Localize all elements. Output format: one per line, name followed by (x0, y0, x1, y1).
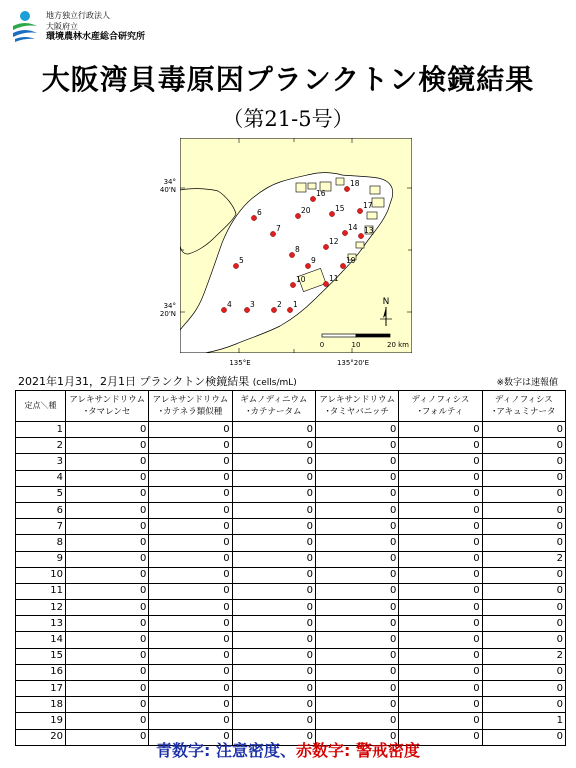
count-cell: 0 (399, 729, 482, 745)
station-number-cell: 3 (16, 454, 66, 470)
count-cell: 0 (482, 438, 565, 454)
count-cell: 0 (315, 664, 398, 680)
count-cell: 0 (232, 535, 315, 551)
count-cell: 0 (315, 454, 398, 470)
count-cell: 0 (399, 502, 482, 518)
count-cell: 0 (232, 681, 315, 697)
count-cell: 0 (149, 600, 232, 616)
station-number-cell: 16 (16, 664, 66, 680)
count-cell: 0 (399, 551, 482, 567)
results-table (15, 390, 566, 746)
station-dot (270, 231, 275, 236)
station-label: 6 (257, 208, 262, 217)
lat-label-top: 34° 40'N (159, 178, 176, 194)
count-cell: 0 (66, 681, 149, 697)
count-cell: 0 (482, 422, 565, 438)
table-row (16, 470, 566, 486)
count-cell: 0 (315, 713, 398, 729)
count-cell: 0 (315, 502, 398, 518)
count-cell: 0 (399, 438, 482, 454)
scale-label-20: 20 km (386, 341, 410, 349)
table-header-row (16, 391, 566, 422)
station-dot (233, 263, 238, 268)
scale-label-10: 10 (351, 341, 361, 349)
table-row (16, 438, 566, 454)
station-label: 16 (316, 189, 326, 198)
legend-caution: 青数字: 注意密度 (156, 741, 280, 760)
count-cell: 0 (482, 697, 565, 713)
count-cell: 0 (66, 697, 149, 713)
station-label: 14 (348, 223, 358, 232)
page-subtitle: （第21-5号） (222, 107, 354, 131)
count-cell: 0 (149, 567, 232, 583)
count-cell: 0 (66, 616, 149, 632)
count-cell: 0 (66, 470, 149, 486)
count-cell: 0 (482, 470, 565, 486)
station-label: 20 (301, 206, 311, 215)
station-label: 5 (239, 256, 244, 265)
column-header-line: アレキサンドリウム (319, 395, 395, 405)
count-cell: 0 (399, 583, 482, 599)
preliminary-note: ※数字は速報値 (496, 378, 558, 388)
count-cell: 0 (232, 632, 315, 648)
table-row (16, 713, 566, 729)
station-map (180, 138, 412, 353)
station-dot (221, 307, 226, 312)
count-cell: 0 (399, 422, 482, 438)
count-cell: 0 (149, 713, 232, 729)
station-label: 17 (363, 201, 373, 210)
count-cell: 0 (232, 567, 315, 583)
count-cell: 0 (232, 551, 315, 567)
count-cell: 0 (399, 616, 482, 632)
count-cell: 0 (315, 567, 398, 583)
org-line-2: 大阪府立 (46, 22, 78, 31)
count-cell: 0 (232, 713, 315, 729)
count-cell: 0 (399, 535, 482, 551)
station-number-cell: 11 (16, 583, 66, 599)
count-cell: 0 (149, 632, 232, 648)
count-cell: 0 (315, 681, 398, 697)
count-cell: 0 (66, 438, 149, 454)
caption-date: 2021年1月31，2月1日 プランクトン検鏡結果 (18, 375, 250, 388)
count-cell: 0 (315, 697, 398, 713)
count-cell: 0 (149, 486, 232, 502)
station-label: 13 (364, 226, 374, 235)
station-dot (287, 307, 292, 312)
table-row (16, 648, 566, 664)
count-cell: 0 (399, 454, 482, 470)
count-cell: 0 (315, 551, 398, 567)
table-row (16, 551, 566, 567)
station-label: 9 (311, 256, 316, 265)
station-dot (329, 211, 334, 216)
count-cell: 0 (232, 600, 315, 616)
station-number-cell: 17 (16, 681, 66, 697)
count-cell: 0 (315, 583, 398, 599)
count-cell: 0 (149, 438, 232, 454)
institute-name (46, 10, 145, 43)
station-number-cell: 2 (16, 438, 66, 454)
table-row (16, 600, 566, 616)
count-cell: 0 (315, 632, 398, 648)
column-header-line: ディノフィシス (494, 395, 553, 405)
station-label: 11 (329, 274, 339, 283)
count-cell: 0 (315, 438, 398, 454)
station-number-cell: 5 (16, 486, 66, 502)
count-cell: 0 (149, 454, 232, 470)
station-number-cell: 9 (16, 551, 66, 567)
count-cell: 0 (482, 486, 565, 502)
count-cell: 0 (149, 681, 232, 697)
station-dot (323, 244, 328, 249)
count-cell: 0 (232, 664, 315, 680)
column-header-line: ･カテナータム (246, 407, 302, 417)
institute-logo (10, 8, 180, 48)
station-label: 1 (293, 300, 298, 309)
count-cell: 0 (232, 616, 315, 632)
count-cell: 0 (315, 616, 398, 632)
count-cell: 0 (66, 729, 149, 745)
count-cell: 0 (399, 713, 482, 729)
count-cell: 0 (66, 454, 149, 470)
column-header-3 (232, 391, 315, 422)
station-label: 8 (295, 245, 300, 254)
station-dot (357, 208, 362, 213)
station-number-cell: 20 (16, 729, 66, 745)
count-cell: 0 (482, 454, 565, 470)
station-number-cell: 8 (16, 535, 66, 551)
count-cell: 0 (232, 470, 315, 486)
station-number-cell: 19 (16, 713, 66, 729)
column-header-line: アレキサンドリウム (69, 395, 145, 405)
count-cell: 0 (232, 502, 315, 518)
station-label: 3 (250, 300, 255, 309)
column-header-line: ディノフィシス (411, 395, 470, 405)
count-cell: 0 (315, 422, 398, 438)
count-cell: 0 (315, 470, 398, 486)
count-cell: 0 (149, 535, 232, 551)
station-dot (251, 215, 256, 220)
count-cell: 0 (149, 697, 232, 713)
count-cell: 0 (232, 422, 315, 438)
table-row (16, 454, 566, 470)
count-cell: 0 (399, 567, 482, 583)
count-cell: 0 (399, 648, 482, 664)
count-cell: 0 (66, 713, 149, 729)
count-cell: 0 (482, 616, 565, 632)
lon-label-left: 135°E (229, 359, 251, 367)
column-header-line: ･カテネラ類似種 (158, 407, 223, 417)
count-cell: 0 (315, 486, 398, 502)
count-cell: 0 (66, 551, 149, 567)
column-header-4 (315, 391, 398, 422)
north-arrow-label: N (382, 297, 390, 307)
table-row (16, 502, 566, 518)
count-cell: 0 (482, 664, 565, 680)
count-cell: 0 (399, 470, 482, 486)
legend-warning: 赤数字: 警戒密度 (296, 741, 420, 760)
column-header-line: ギムノディニウム (240, 395, 308, 405)
count-cell: 0 (482, 567, 565, 583)
corner-header: 定点＼種 (16, 391, 66, 422)
count-cell: 0 (149, 648, 232, 664)
count-cell: 0 (399, 697, 482, 713)
table-row (16, 616, 566, 632)
count-cell: 0 (149, 502, 232, 518)
count-cell: 0 (232, 454, 315, 470)
lon-label-right: 135°20'E (336, 359, 370, 367)
count-cell: 0 (66, 583, 149, 599)
station-label: 10 (296, 275, 306, 284)
count-cell: 0 (232, 519, 315, 535)
column-header-1 (66, 391, 149, 422)
caption-unit: (cells/mL) (252, 378, 297, 388)
station-label: 2 (277, 300, 282, 309)
count-cell: 0 (149, 616, 232, 632)
count-cell: 0 (149, 729, 232, 745)
count-cell: 0 (232, 648, 315, 664)
station-dot (305, 263, 310, 268)
table-row (16, 632, 566, 648)
station-label: 18 (350, 179, 360, 188)
table-row (16, 681, 566, 697)
count-cell: 0 (66, 567, 149, 583)
count-cell: 0 (399, 632, 482, 648)
station-number-cell: 18 (16, 697, 66, 713)
count-cell: 0 (66, 648, 149, 664)
table-row (16, 519, 566, 535)
count-cell: 0 (149, 583, 232, 599)
count-cell: 0 (149, 422, 232, 438)
count-cell: 1 (482, 713, 565, 729)
column-header-6 (482, 391, 565, 422)
station-label: 19 (346, 256, 356, 265)
count-cell: 0 (482, 519, 565, 535)
lat-label-bottom: 34° 20'N (159, 302, 176, 318)
column-header-line: ･アキュミナータ (492, 407, 556, 417)
count-cell: 0 (66, 422, 149, 438)
count-cell: 0 (232, 583, 315, 599)
count-cell: 0 (66, 535, 149, 551)
institute-logo-icon (10, 8, 40, 44)
station-label: 15 (335, 204, 345, 213)
count-cell: 0 (315, 519, 398, 535)
count-cell: 0 (482, 729, 565, 745)
column-header-line: アレキサンドリウム (152, 395, 229, 405)
table-row (16, 567, 566, 583)
column-header-line: ･タマレンセ (83, 407, 131, 417)
count-cell: 0 (482, 535, 565, 551)
count-cell: 0 (482, 502, 565, 518)
count-cell: 0 (315, 729, 398, 745)
results-caption (18, 373, 297, 389)
station-number-cell: 14 (16, 632, 66, 648)
station-number-cell: 15 (16, 648, 66, 664)
count-cell: 0 (232, 438, 315, 454)
count-cell: 0 (66, 486, 149, 502)
org-line-1: 地方独立行政法人 (46, 11, 110, 20)
count-cell: 0 (232, 697, 315, 713)
count-cell: 0 (149, 664, 232, 680)
count-cell: 0 (149, 519, 232, 535)
count-cell: 0 (315, 600, 398, 616)
station-number-cell: 12 (16, 600, 66, 616)
table-row (16, 422, 566, 438)
station-dot (323, 281, 328, 286)
page-title: 大阪湾貝毒原因プランクトン検鏡結果 (41, 63, 535, 96)
station-number-cell: 4 (16, 470, 66, 486)
station-dot (358, 233, 363, 238)
count-cell: 0 (315, 535, 398, 551)
legend-footer (0, 738, 576, 761)
column-header-2 (149, 391, 232, 422)
station-number-cell: 6 (16, 502, 66, 518)
count-cell: 0 (399, 519, 482, 535)
count-cell: 0 (66, 664, 149, 680)
station-dot (310, 196, 315, 201)
station-label: 7 (276, 224, 281, 233)
scale-label-0: 0 (319, 341, 325, 349)
count-cell: 0 (399, 681, 482, 697)
count-cell: 0 (66, 632, 149, 648)
table-body (16, 422, 566, 746)
column-header-line: ･フォルティ (417, 407, 464, 417)
station-dot (342, 230, 347, 235)
station-label: 12 (329, 237, 339, 246)
station-number-cell: 7 (16, 519, 66, 535)
count-cell: 0 (482, 600, 565, 616)
station-dot (344, 186, 349, 191)
count-cell: 0 (66, 502, 149, 518)
station-dot (289, 252, 294, 257)
org-line-3: 環境農林水産総合研究所 (46, 32, 146, 42)
table-row (16, 583, 566, 599)
count-cell: 0 (315, 648, 398, 664)
count-cell: 2 (482, 551, 565, 567)
count-cell: 0 (399, 486, 482, 502)
count-cell: 0 (399, 664, 482, 680)
station-number-cell: 10 (16, 567, 66, 583)
count-cell: 2 (482, 648, 565, 664)
count-cell: 0 (66, 519, 149, 535)
count-cell: 0 (482, 681, 565, 697)
station-dot (290, 282, 295, 287)
count-cell: 0 (399, 600, 482, 616)
count-cell: 0 (149, 551, 232, 567)
count-cell: 0 (482, 632, 565, 648)
station-dot (340, 263, 345, 268)
count-cell: 0 (232, 729, 315, 745)
count-cell: 0 (149, 470, 232, 486)
column-header-line: ･タミヤバニッチ (325, 407, 389, 417)
station-label: 4 (227, 300, 232, 309)
table-row (16, 535, 566, 551)
legend-separator: 、 (279, 741, 296, 760)
table-row (16, 486, 566, 502)
station-dot (244, 307, 249, 312)
station-dot (271, 307, 276, 312)
station-number-cell: 1 (16, 422, 66, 438)
count-cell: 0 (66, 600, 149, 616)
count-cell: 0 (482, 583, 565, 599)
count-cell: 0 (232, 486, 315, 502)
column-header-5 (399, 391, 482, 422)
table-row (16, 664, 566, 680)
table-row (16, 697, 566, 713)
station-number-cell: 13 (16, 616, 66, 632)
station-dot (295, 213, 300, 218)
